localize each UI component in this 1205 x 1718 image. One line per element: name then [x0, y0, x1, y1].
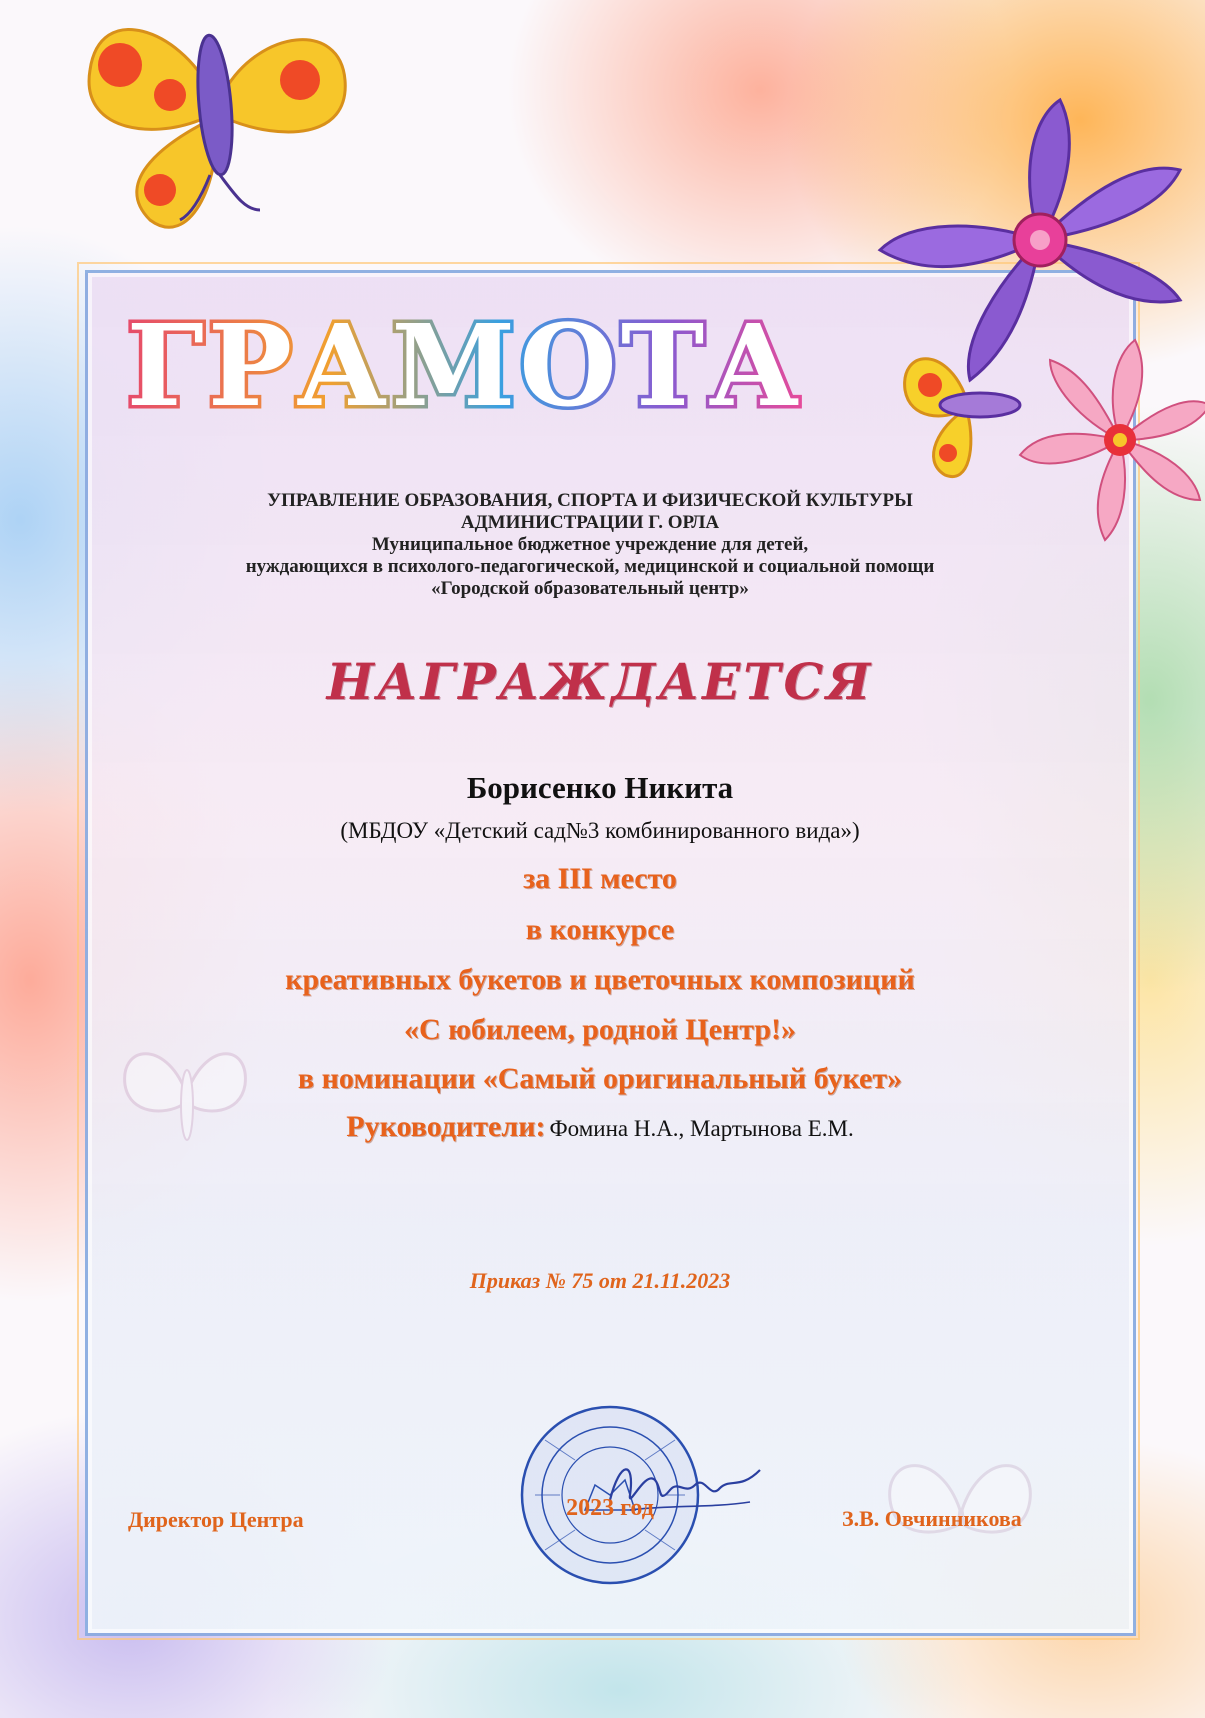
recipient-name: Борисенко Никита	[466, 770, 734, 805]
award-contest-title: «С юбилеем, родной Центр!»	[403, 1013, 797, 1046]
org-line-5: «Городской образовательный центр»	[431, 578, 749, 599]
org-line-2: АДМИНИСТРАЦИИ Г. ОРЛА	[460, 512, 720, 533]
award-nomination: в номинации «Самый оригинальный букет»	[297, 1062, 903, 1095]
award-place: за III место	[523, 862, 677, 895]
recipient-school: (МБДОУ «Детский сад№3 комбинированного вида»)	[340, 818, 860, 843]
leaders-label: Руководители:	[346, 1110, 546, 1143]
director-position: Директор Центра	[128, 1507, 304, 1532]
awarded-heading: НАГРАЖДАЕТСЯ	[326, 652, 874, 711]
butterfly-top-left-icon	[60, 10, 360, 240]
org-line-1: УПРАВЛЕНИЕ ОБРАЗОВАНИЯ, СПОРТА И ФИЗИЧЕСКОЙ КУЛЬТУРЫ	[267, 490, 913, 511]
year-label: 2023 год	[566, 1495, 654, 1521]
org-line-4: нуждающихся в психолого-педагогической, медицинской и социальной помощи	[245, 556, 935, 577]
org-line-3: Муниципальное бюджетное учреждение для детей,	[371, 534, 809, 555]
leaders-names: Фомина Н.А., Мартынова Е.М.	[549, 1116, 854, 1141]
director-name: З.В. Овчинникова	[842, 1506, 1022, 1531]
award-contest: в конкурсе	[525, 913, 675, 946]
svg-text:ГРАМОТА: ГРАМОТА	[126, 301, 804, 432]
award-contest-name: креативных букетов и цветочных композиций	[285, 963, 915, 996]
title-wordart	[126, 300, 804, 440]
organization-header	[110, 490, 1070, 600]
order-reference: Приказ № 75 от 21.11.2023	[469, 1268, 731, 1293]
leaders-line	[150, 1110, 1050, 1144]
year-label-wrap	[540, 1495, 680, 1522]
